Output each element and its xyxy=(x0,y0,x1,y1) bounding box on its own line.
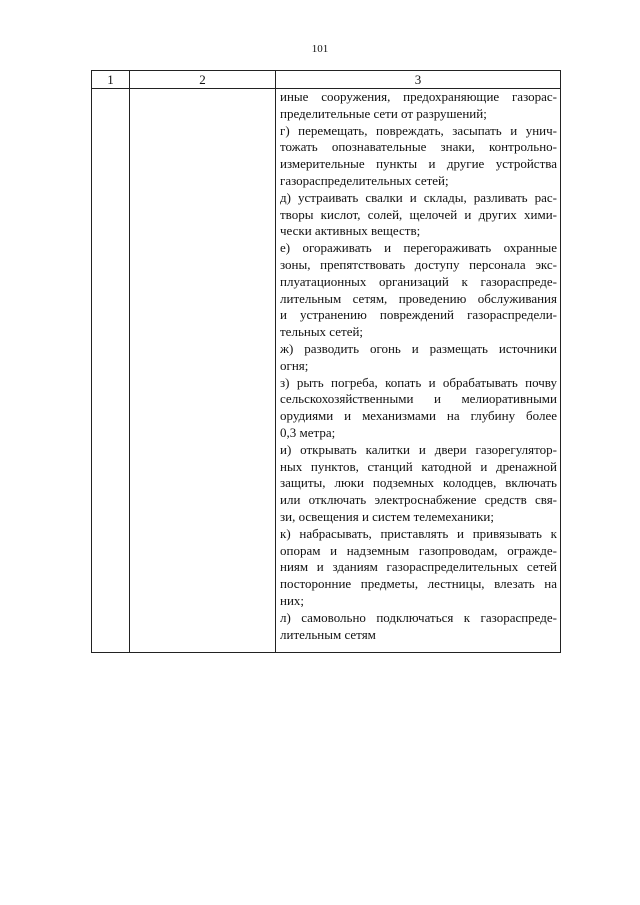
text-line: зоны, препятствовать доступу персонала экс- xyxy=(280,256,557,272)
text-line: посторонние предметы, лестницы, влезать на xyxy=(280,576,557,592)
text-line: защиты, люки подземных колодцев, включать xyxy=(280,475,557,491)
text-line: тельных сетей; xyxy=(280,324,364,340)
prohibitions-text xyxy=(276,89,560,652)
column-header-1: 1 xyxy=(92,71,130,89)
column-2-cell xyxy=(130,89,276,653)
table-header-row xyxy=(92,71,561,89)
text-line: измерительные пункты и другие устройства xyxy=(280,156,557,172)
text-line: е) огораживать и перегораживать охранные xyxy=(280,240,557,256)
text-line: 0,3 метра; xyxy=(280,424,336,440)
text-line: творы кислот, солей, щелочей и других хими- xyxy=(280,206,557,222)
text-line: плуатационных организаций к газораспреде- xyxy=(280,273,557,289)
table-row xyxy=(92,89,561,653)
text-line: сельскохозяйственными и мелиоративными xyxy=(280,391,557,407)
text-line: опорам и надземным газопроводам, огражде- xyxy=(280,542,557,558)
column-3-cell xyxy=(276,89,561,653)
text-line: л) самовольно подключаться к газораспреде- xyxy=(280,609,557,625)
text-line: зи, освещения и систем телемеханики; xyxy=(280,508,495,524)
column-1-cell xyxy=(92,89,130,653)
text-line: к) набрасывать, приставлять и привязывать к xyxy=(280,525,557,541)
text-line: ниям и зданиям газораспределительных сетей xyxy=(280,559,557,575)
text-line: огня; xyxy=(280,357,309,373)
text-line: ж) разводить огонь и размещать источники xyxy=(280,340,557,356)
document-table xyxy=(91,70,561,653)
text-line: лительным сетям xyxy=(280,626,376,642)
text-line: з) рыть погреба, копать и обрабатывать почву xyxy=(280,374,557,390)
text-line: чески активных веществ; xyxy=(280,223,421,239)
text-line: г) перемещать, повреждать, засыпать и унич- xyxy=(280,122,557,138)
text-line: орудиями и механизмами на глубину более xyxy=(280,408,557,424)
text-line: или отключать электроснабжение средств свя- xyxy=(280,492,557,508)
column-header-3: 3 xyxy=(276,71,561,89)
text-line: и) открывать калитки и двери газорегулятор- xyxy=(280,441,557,457)
text-line: и устранению повреждений газораспредели- xyxy=(280,307,557,323)
text-line: д) устраивать свалки и склады, разливать рас- xyxy=(280,189,557,205)
text-line: ных пунктов, станций катодной и дренажной xyxy=(280,458,557,474)
text-line: пределительные сети от разрушений; xyxy=(280,105,487,121)
text-line: газораспределительных сетей; xyxy=(280,172,449,188)
text-line: тожать опознавательные знаки, контрольно- xyxy=(280,139,557,155)
column-header-2: 2 xyxy=(130,71,276,89)
page-number: 101 xyxy=(311,43,329,55)
text-line: них; xyxy=(280,592,305,608)
text-line: иные сооружения, предохраняющие газорас- xyxy=(280,89,557,104)
text-line: лительным сетям, проведению обслуживания xyxy=(280,290,557,306)
